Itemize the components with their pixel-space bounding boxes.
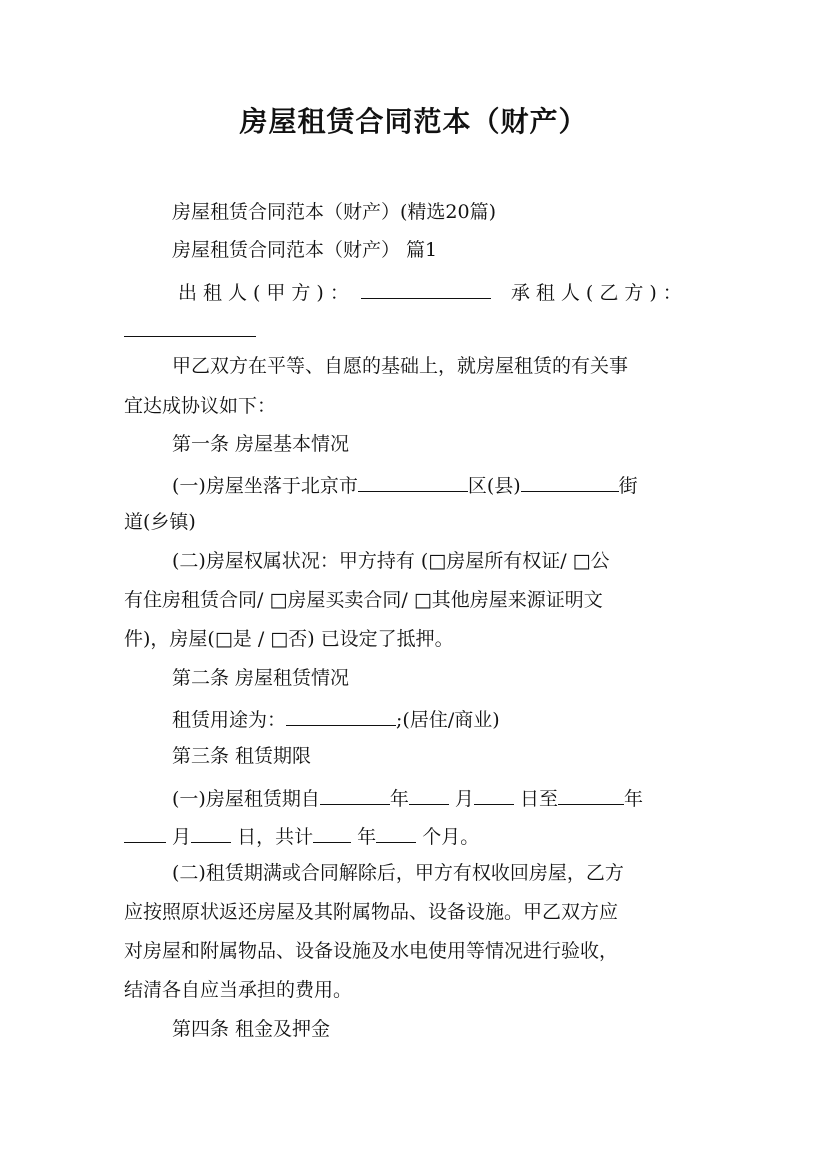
end-day-blank — [191, 822, 231, 843]
district-blank — [358, 471, 468, 492]
article-3-item-2-line-1: (二)租赁期满或合同解除后，甲方有权收回房屋，乙方 — [172, 862, 624, 884]
lease-period-line-1 — [172, 784, 643, 811]
address-city-label: (一)房屋坐落于北京市 — [172, 475, 358, 497]
part-title: 房屋租赁合同范本（财产） 篇1 — [172, 239, 438, 261]
total-label: 日，共计 — [237, 826, 314, 848]
year-label: 年 — [389, 788, 409, 810]
year-label-3: 年 — [357, 826, 377, 848]
intro-line-2: 宜达成协议如下： — [124, 395, 277, 417]
parties-line — [178, 278, 688, 305]
total-months-blank — [376, 822, 416, 843]
lease-period-line-2 — [124, 822, 479, 849]
article-1-item-2-line-2: 有住房租赁合同/ □房屋买卖合同/ □其他房屋来源证明文 — [124, 589, 603, 611]
article-2-title: 第二条 房屋租赁情况 — [172, 667, 350, 689]
article-3-title: 第三条 租赁期限 — [172, 745, 312, 767]
lease-start-label: (一)房屋租赁期自 — [172, 788, 320, 810]
months-total-label: 个月。 — [422, 826, 480, 848]
party-b-label: 承租人(乙方)： — [510, 282, 688, 304]
party-b-blank — [124, 316, 256, 337]
street-label: 街 — [618, 475, 638, 497]
end-month-blank — [124, 822, 166, 843]
article-1-item-1 — [172, 471, 638, 498]
party-a-label: 出租人(甲方)： — [178, 282, 355, 304]
article-1-item-2-line-3: 件)，房屋(□是 / □否) 已设定了抵押。 — [124, 628, 454, 650]
article-1-title: 第一条 房屋基本情况 — [172, 433, 350, 455]
district-label: 区(县) — [467, 475, 521, 497]
article-4-title: 第四条 租金及押金 — [172, 1018, 331, 1040]
intro-line-1: 甲乙双方在平等、自愿的基础上，就房屋租赁的有关事 — [172, 355, 629, 377]
rental-use-label: 租赁用途为： — [172, 709, 287, 731]
month-label-2: 月 — [172, 826, 192, 848]
article-1-item-2-line-1: (二)房屋权属状况：甲方持有 (□房屋所有权证/ □公 — [172, 550, 610, 572]
start-day-blank — [474, 784, 514, 805]
rental-use-blank — [286, 705, 396, 726]
rental-use-line — [172, 705, 500, 732]
end-year-blank — [558, 784, 624, 805]
total-years-blank — [313, 822, 351, 843]
document-subtitle: 房屋租赁合同范本（财产）(精选20篇) — [172, 201, 497, 223]
document-title: 房屋租赁合同范本（财产） — [239, 105, 588, 138]
until-label: 日至 — [519, 788, 558, 810]
article-3-item-2-line-3: 对房屋和附属物品、设备设施及水电使用等情况进行验收， — [124, 940, 619, 962]
party-a-blank — [361, 278, 491, 299]
party-b-line — [124, 316, 256, 343]
article-3-item-2-line-4: 结清各自应当承担的费用。 — [124, 979, 353, 1001]
start-month-blank — [409, 784, 449, 805]
street-blank — [521, 471, 619, 492]
article-3-item-2-line-2: 应按照原状返还房屋及其附属物品、设备设施。甲乙双方应 — [124, 901, 619, 923]
rental-use-options: ;(居住/商业) — [396, 709, 500, 731]
month-label: 月 — [454, 788, 474, 810]
article-1-item-1-line-2: 道(乡镇) — [124, 511, 196, 533]
year-label-2: 年 — [623, 788, 643, 810]
start-year-blank — [320, 784, 390, 805]
